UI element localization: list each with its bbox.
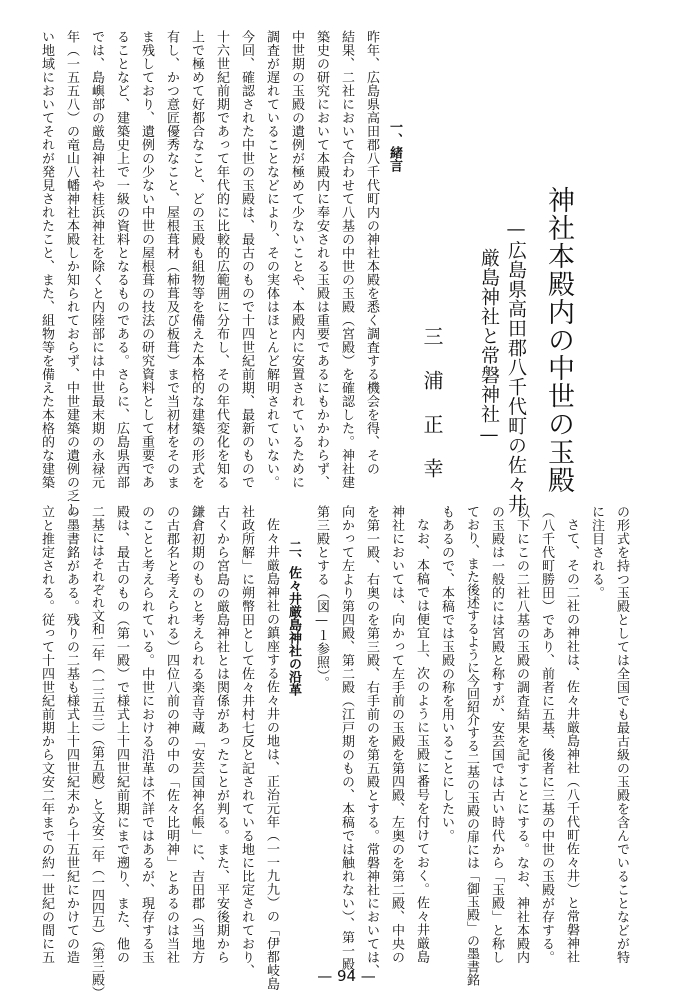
- body-line: の形式を持つ玉殿としては全国でも最古級の玉殿を含んでいることなどが特: [614, 505, 629, 964]
- page-number: — 94 —: [317, 967, 376, 985]
- body-line: 調査が遅れていることなどにより、その実体はほとんど解明されていない。: [264, 30, 279, 489]
- body-line: なお、本稿では便宜上、次のように玉殿に番号を付けておく。佐々井厳島: [414, 518, 429, 964]
- body-line: 十六世紀前期であって年代的に比較的広範囲に分布し、その年代変化を知る: [214, 30, 229, 489]
- body-line: ることなど、建築史上で一級の資料となるものである。さらに、広島県西部: [114, 30, 129, 489]
- body-line: さて、その二社の神社は、佐々井厳島神社（八千代町佐々井）と常磐神社: [564, 518, 579, 964]
- body-line: ており、また後述するように今回紹介する二基の玉殿の扉には「御玉殿」の墨書銘: [464, 505, 479, 986]
- body-line: もあるので、本稿では玉殿の称を用いることにしたい。: [439, 505, 454, 843]
- body-line: を第一殿、右奥のを第三殿、右手前のを第五殿とする。常磐神社においては、: [364, 505, 379, 978]
- body-line: い地域においてそれが発見されたこと、また、組物等を備えた本格的な建築: [39, 30, 54, 489]
- body-line: 中世期の玉殿の遺例が極めて少ないことや、本殿内に安置されているために: [289, 30, 304, 489]
- body-line: 年（一五五八）の竜山八幡神社本殿しか知られておらず、中世建築の遺例の乏し: [64, 30, 79, 516]
- article-title: 神社本殿内の中世の玉殿: [543, 186, 574, 494]
- body-line: 有し、かつ意匠優秀なこと、屋根葺材（柿葺及び板葺）まで当初材をそのま: [164, 30, 179, 489]
- author-name: 三浦正幸: [420, 326, 444, 502]
- body-line: ま残しており、遺例の少ない中世の屋根葺の技法の研究資料として重要であ: [139, 30, 154, 489]
- body-line: 昨年、広島県高田郡八千代町内の神社本殿を悉く調査する機会を得、その: [364, 30, 379, 476]
- section-heading-history: 二、佐々井厳島神社の沿革: [286, 540, 301, 696]
- section-heading-introduction: 一、緒言: [387, 120, 402, 172]
- body-line: （八千代町勝田）であり、前者に五基、後者に三基の中世の玉殿が存する。: [539, 505, 554, 964]
- article-subtitle-line-1: —広島県高田郡八千代町の佐々井: [505, 218, 527, 514]
- body-line: 結果、二社において合わせて八基の中世の玉殿（宮殿）を確認した。神社建: [339, 30, 354, 489]
- body-line: 以下にこの二社八基の玉殿の調査結果を記すことにする。なお、神社本殿内: [514, 505, 529, 964]
- body-line: 佐々井厳島神社の鎮座する佐々井の地は、正治元年（一一九九）の「伊都岐島: [264, 518, 279, 991]
- body-line: 二基にはそれぞれ文和二年（一三五三）（第五殿）と文安二年（一四四五）（第三殿）: [89, 505, 104, 999]
- body-line: 今回、確認された中世の玉殿は、最古のもので十四世紀前期、最新のもので: [239, 30, 254, 489]
- body-line: 神社においては、向かって左手前の玉殿を第四殿、左奥のを第二殿、中央の: [389, 505, 404, 964]
- body-line: 向かって左より第四殿、第二殿（江戸期のもの、本稿では触れない）、第一殿、: [339, 505, 354, 985]
- body-line: の玉殿は一般的には宮殿と称すが、安芸国では古い時代から「玉殿」と称し: [489, 505, 504, 964]
- body-line: に注目される。: [589, 505, 604, 600]
- body-line: 上で極めて好都合なこと、どの玉殿も組物等を備えた本格的な建築の形式を: [189, 30, 204, 489]
- body-line: の墨書銘がある。残りの二基も様式上十四世紀末から十五世紀にかけての造: [64, 505, 79, 964]
- body-line: では、島嶼部の厳島神社や桂浜神社を除くと内陸部には中世最末期の永禄元: [89, 30, 104, 489]
- body-line: の古郡名と考えられる）四位八前の神の中の「佐々比明神」とあるのは当社: [164, 505, 179, 964]
- body-line: 古くから宮島の厳島神社とは関係があったことが判る。また、平安後期から: [214, 505, 229, 964]
- body-line: 築史の研究において本殿内に奉安される玉殿は重要であるにもかかわらず、: [314, 30, 329, 489]
- article-subtitle-line-2: 厳島神社と常磐神社—: [478, 248, 500, 446]
- body-line: 第三殿とする（図—１参照）。: [314, 505, 329, 690]
- body-line: 立と推定される。従って十四世紀前期から文安二年までの約一世紀の間に五: [39, 505, 54, 964]
- body-line: のことと考えられている。中世における沿革は不詳ではあるが、現存する玉: [139, 505, 154, 964]
- body-line: 殿は、最古のもの（第一殿）で様式上十四世紀前期にまで遡り、また、他の: [114, 505, 129, 964]
- body-line: 社政所解」に朔幣田として佐々井村七反と記されている地に比定されており、: [239, 505, 254, 978]
- body-line: 鎌倉初期のものと考えられる楽音寺蔵「安芸国神名帳」に、吉田郡（当地方: [189, 505, 204, 964]
